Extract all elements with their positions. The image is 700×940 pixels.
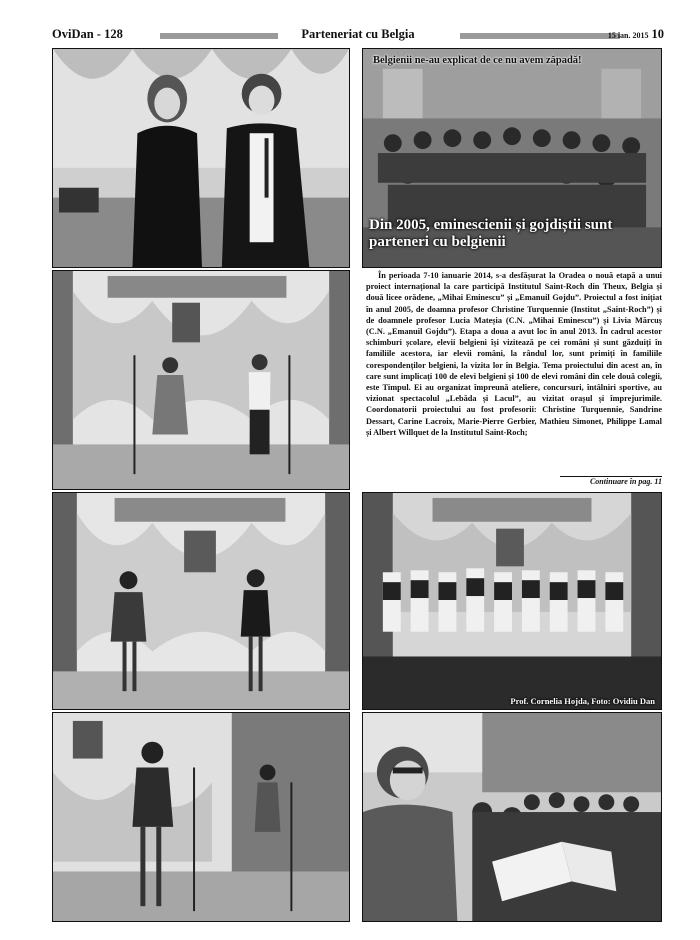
article-paragraph: În perioada 7-10 ianuarie 2014, s-a desfășurat la Oradea o nouă etapă a unui proiect internațional la care participă Institutul Saint-Roch din Theux, Belgia și două licee orădene, „Mihai Eminescu” și „Emanuil Gojdu”. Proiectul a fost inițiat în anul 2005, de doamna profesor Christine Turquennie (Institut „Saint-Roch”) și de doamnele profesor Lucia Mateșia (C.N. „Mihai Eminescu”) și Livia Mărcuș (C.N. „Emanuil Gojdu”). Etapa a doua a avut loc în anul 2013. În cadrul acestor schimburi școlare, elevii belgieni își vizitează pe cei români și sunt găzduiți în familiile acestora, iar elevii români, la rândul lor, sunt primiți în familiile corespondenților belgieni, la vizita lor în Belgia. Tema proiectului din acest an, în care sunt implicați 100 de elevi belgieni și 100 de elevi români din cele două colegii, este Timpul. Ei au organizat împreună ateliere, concursuri, întâlniri sportive, au vizionat spectacolul „Lebăda și Lacul”, au vizitat orașul și împrejurimile. Coordonatorii proiectului au fost profesorii: Christine Turquennie, Sandrine Dessart, Carine Lacroix, Marie-Pierre Gerbier, Mathieu Simonet, Philippe Lamal și Albert Willquet de la Institutul Saint-Roch; <box>366 271 662 437</box>
article-body <box>366 270 662 486</box>
header-rule-right <box>460 33 620 39</box>
page-header <box>52 27 664 45</box>
photo-folk-dance-group <box>362 492 662 710</box>
photo-audience <box>362 48 662 268</box>
photo-choir <box>362 712 662 922</box>
photo-singer-microphone <box>52 712 350 922</box>
photo-stage-duo-folk <box>52 270 350 490</box>
photo-headline: Belgienii ne-au explicat de ce nu avem zăpadă! <box>373 55 582 66</box>
publication-issue: OviDan - 128 <box>52 27 123 41</box>
issue-date: 15 ian. 2015 <box>607 31 649 40</box>
page-number: 10 <box>651 27 664 41</box>
photo-credit: Prof. Cornelia Hojda, Foto: Ovidiu Dan <box>510 696 655 706</box>
section-title: Parteneriat cu Belgia <box>301 27 415 41</box>
photo-caption-headline: Din 2005, eminescienii și gojdiștii sunt parteneri cu belgienii <box>369 217 613 250</box>
page-number-block <box>608 27 664 42</box>
photo-two-women-speakers <box>52 48 350 268</box>
continuation-note: Continuare în pag. 11 <box>560 476 662 486</box>
photo-two-girls-reciting <box>52 492 350 710</box>
